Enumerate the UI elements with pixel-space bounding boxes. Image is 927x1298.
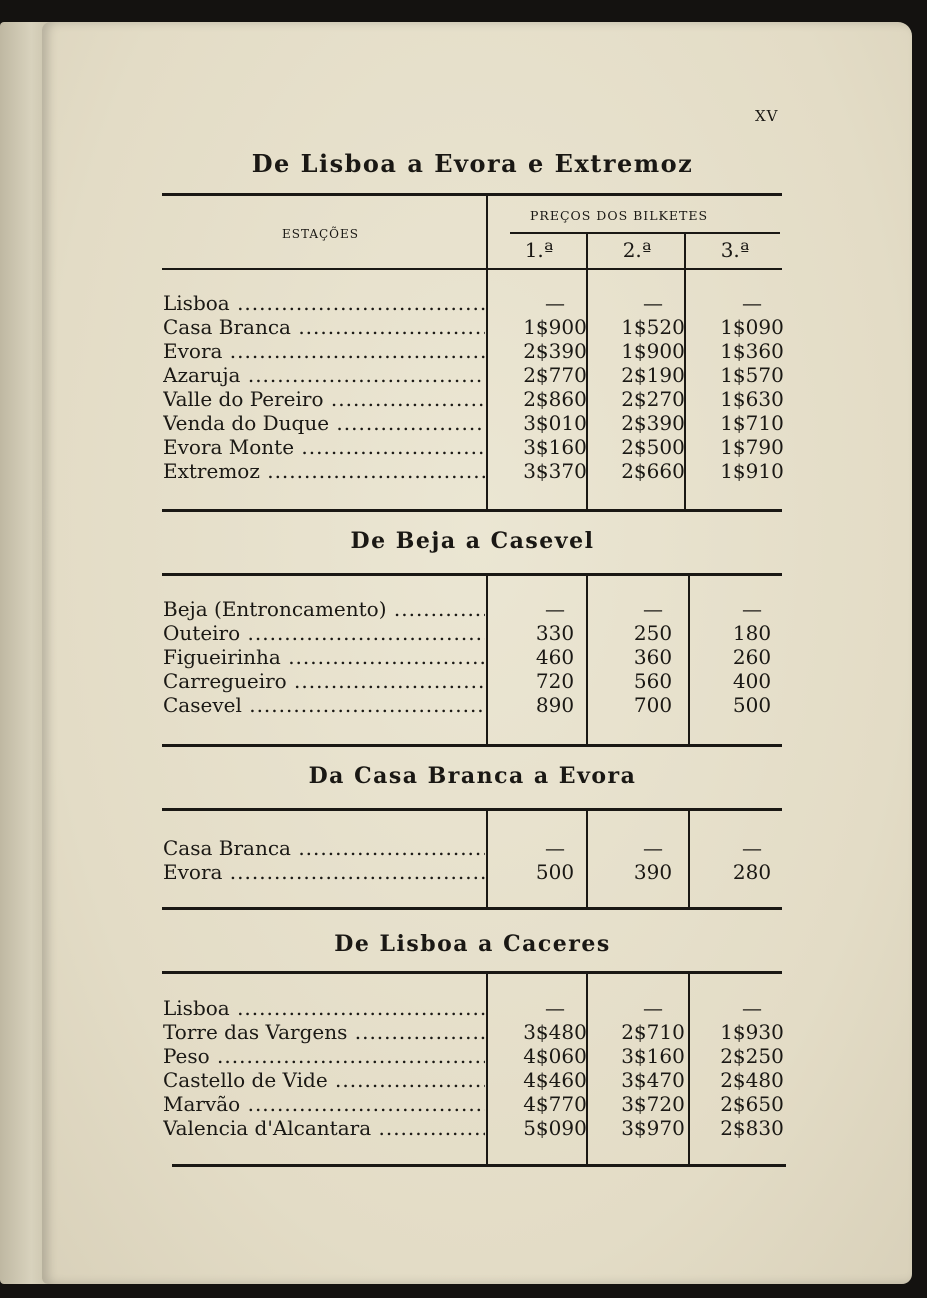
- table-row: [163, 1092, 783, 1116]
- station-name: Venda do Duque .....: [163, 411, 485, 435]
- price-2nd: —: [643, 291, 663, 315]
- class-1-header: 1.ª: [524, 238, 554, 262]
- table-body-casa-branca-evora: [163, 836, 783, 884]
- price-1st: —: [545, 996, 565, 1020]
- price-3rd: 2$250: [720, 1044, 784, 1068]
- station-name: Marvão .....: [163, 1092, 485, 1116]
- price-2nd: 3$470: [621, 1068, 685, 1092]
- table-body-lisboa-caceres: [163, 996, 783, 1140]
- price-1st: —: [545, 291, 565, 315]
- price-3rd: 280: [732, 860, 772, 884]
- station-name: Outeiro .....: [163, 621, 485, 645]
- station-name: Carregueiro .....: [163, 669, 485, 693]
- price-2nd: 2$270: [621, 387, 685, 411]
- price-1st: 330: [535, 621, 575, 645]
- price-3rd: 1$930: [720, 1020, 784, 1044]
- price-2nd: 3$720: [621, 1092, 685, 1116]
- table-rule: [162, 509, 782, 512]
- price-2nd: 560: [633, 669, 673, 693]
- price-2nd: 360: [633, 645, 673, 669]
- station-name: Lisboa .....: [163, 291, 485, 315]
- table-row: [163, 411, 783, 435]
- station-name: Casa Branca .....: [163, 315, 485, 339]
- stations-column-header: ESTAÇÕES: [282, 227, 359, 241]
- price-1st: 3$010: [523, 411, 587, 435]
- table-row: [163, 836, 783, 860]
- table-row: [163, 339, 783, 363]
- price-2nd: 2$500: [621, 435, 685, 459]
- price-2nd: 3$160: [621, 1044, 685, 1068]
- table-row: [163, 860, 783, 884]
- price-2nd: —: [643, 836, 663, 860]
- price-1st: 2$860: [523, 387, 587, 411]
- price-2nd: 390: [633, 860, 673, 884]
- table-rule: [162, 907, 782, 910]
- table-rule: [172, 1164, 786, 1167]
- price-1st: 4$460: [523, 1068, 587, 1092]
- table-row: [163, 291, 783, 315]
- station-name: Casevel .....: [163, 693, 485, 717]
- table-row: [163, 363, 783, 387]
- price-3rd: 2$650: [720, 1092, 784, 1116]
- station-name: Azaruja .....: [163, 363, 485, 387]
- price-3rd: —: [742, 291, 762, 315]
- price-3rd: 1$710: [720, 411, 784, 435]
- station-name: Extremoz .....: [163, 459, 485, 483]
- table-title-beja-casevel: De Beja a Casevel: [350, 528, 595, 554]
- table-row: [163, 435, 783, 459]
- price-2nd: —: [643, 597, 663, 621]
- station-name: Evora Monte .....: [163, 435, 485, 459]
- price-1st: 720: [535, 669, 575, 693]
- table-row: [163, 693, 783, 717]
- header-rule: [162, 268, 782, 270]
- table-rule: [162, 744, 782, 747]
- table-title-casa-branca-evora: Da Casa Branca a Evora: [308, 763, 637, 789]
- price-1st: 3$480: [523, 1020, 587, 1044]
- price-3rd: 1$570: [720, 363, 784, 387]
- price-1st: 5$090: [523, 1116, 587, 1140]
- price-3rd: 1$910: [720, 459, 784, 483]
- price-2nd: 3$970: [621, 1116, 685, 1140]
- price-3rd: 1$090: [720, 315, 784, 339]
- prices-header-underline: [510, 232, 780, 234]
- station-name: Figueirinha .....: [163, 645, 485, 669]
- price-1st: 890: [535, 693, 575, 717]
- price-1st: 500: [535, 860, 575, 884]
- station-name: Evora .....: [163, 860, 485, 884]
- table-row: [163, 387, 783, 411]
- table-body-beja-casevel: [163, 597, 783, 717]
- price-3rd: —: [742, 597, 762, 621]
- price-2nd: 2$710: [621, 1020, 685, 1044]
- price-2nd: —: [643, 996, 663, 1020]
- class-2-header: 2.ª: [622, 238, 652, 262]
- page-number: XV: [755, 107, 779, 125]
- price-3rd: 1$630: [720, 387, 784, 411]
- price-1st: 460: [535, 645, 575, 669]
- price-3rd: —: [742, 996, 762, 1020]
- table-row: [163, 1068, 783, 1092]
- price-3rd: 400: [732, 669, 772, 693]
- table-row: [163, 1020, 783, 1044]
- station-name: Casa Branca .....: [163, 836, 485, 860]
- price-3rd: 180: [732, 621, 772, 645]
- table-row: [163, 459, 783, 483]
- price-1st: 3$160: [523, 435, 587, 459]
- table-row: [163, 996, 783, 1020]
- price-1st: —: [545, 836, 565, 860]
- price-2nd: 1$520: [621, 315, 685, 339]
- table-title-lisboa-evora-extremoz: De Lisboa a Evora e Extremoz: [251, 149, 694, 178]
- price-1st: 3$370: [523, 459, 587, 483]
- table-row: [163, 669, 783, 693]
- station-name: Lisboa .....: [163, 996, 485, 1020]
- station-name: Castello de Vide .....: [163, 1068, 485, 1092]
- price-2nd: 2$390: [621, 411, 685, 435]
- table-row: [163, 1116, 783, 1140]
- price-3rd: —: [742, 836, 762, 860]
- table-title-lisboa-caceres: De Lisboa a Caceres: [334, 931, 611, 957]
- price-2nd: 700: [633, 693, 673, 717]
- station-name: Torre das Vargens .....: [163, 1020, 485, 1044]
- price-3rd: 260: [732, 645, 772, 669]
- price-1st: 4$060: [523, 1044, 587, 1068]
- price-3rd: 1$790: [720, 435, 784, 459]
- station-name: Peso .....: [163, 1044, 485, 1068]
- price-1st: 1$900: [523, 315, 587, 339]
- station-name: Beja (Entroncamento) .....: [163, 597, 485, 621]
- price-2nd: 1$900: [621, 339, 685, 363]
- table-row: [163, 597, 783, 621]
- price-2nd: 250: [633, 621, 673, 645]
- station-name: Evora .....: [163, 339, 485, 363]
- table-row: [163, 1044, 783, 1068]
- price-3rd: 2$480: [720, 1068, 784, 1092]
- price-1st: 2$390: [523, 339, 587, 363]
- price-1st: —: [545, 597, 565, 621]
- price-3rd: 500: [732, 693, 772, 717]
- table-row: [163, 645, 783, 669]
- class-3-header: 3.ª: [720, 238, 750, 262]
- prices-header: PREÇOS DOS BILKETES: [530, 208, 709, 223]
- table-rule: [162, 193, 782, 196]
- price-1st: 4$770: [523, 1092, 587, 1116]
- table-body-lisboa-evora-extremoz: [163, 291, 783, 483]
- table-row: [163, 315, 783, 339]
- price-2nd: 2$190: [621, 363, 685, 387]
- price-1st: 2$770: [523, 363, 587, 387]
- station-name: Valle do Pereiro .....: [163, 387, 485, 411]
- price-3rd: 2$830: [720, 1116, 784, 1140]
- price-2nd: 2$660: [621, 459, 685, 483]
- station-name: Valencia d'Alcantara .....: [163, 1116, 485, 1140]
- table-row: [163, 621, 783, 645]
- price-3rd: 1$360: [720, 339, 784, 363]
